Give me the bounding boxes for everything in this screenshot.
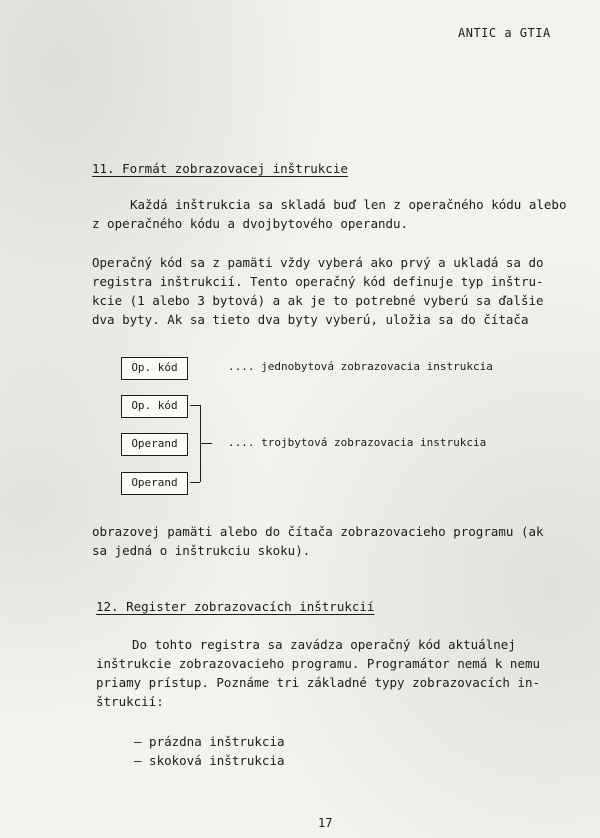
paragraph-line: registra inštrukcií. Tento operačný kód definuje typ inštru- — [92, 274, 544, 289]
paragraph-line: sa jedná o inštrukciu skoku). — [92, 543, 311, 558]
paragraph-line: z operačného kódu a dvojbytového operandu. — [92, 216, 409, 231]
list-item: – skoková inštrukcia — [134, 753, 285, 768]
page-number: 17 — [318, 816, 333, 830]
single-byte-label: .... jednobytová zobrazovacia instrukcia — [228, 360, 493, 373]
paragraph-line: Operačný kód sa z pamäti vždy vyberá ako prvý a ukladá sa do — [92, 255, 544, 270]
operand-box-1: Operand — [121, 433, 188, 456]
section-11-heading: 11. Formát zobrazovacej inštrukcie — [92, 161, 348, 176]
paragraph-line: dva byty. Ak sa tieto dva byty vyberú, uložia sa do čítača — [92, 312, 529, 327]
triple-byte-label: .... trojbytová zobrazovacia instrukcia — [228, 436, 487, 449]
bracket-bottom-tick — [190, 482, 200, 483]
paragraph-line: kcie (1 alebo 3 bytová) a ak je to potrebné vyberú sa ďalšie — [92, 293, 544, 308]
operand-box-2: Operand — [121, 472, 188, 495]
list-item: – prázdna inštrukcia — [134, 734, 285, 749]
paragraph-line: štrukcií: — [96, 694, 164, 709]
paragraph-line: Do tohto registra sa zavádza operačný kód aktuálnej — [132, 637, 516, 652]
paragraph-line: Každá inštrukcia sa skladá buď len z operačného kódu alebo — [130, 197, 567, 212]
paragraph-line: priamy prístup. Poznáme tri základné typy zobrazovacích in- — [96, 675, 541, 690]
opcode-box-triple: Op. kód — [121, 395, 188, 418]
section-12-heading: 12. Register zobrazovacích inštrukcií — [96, 599, 375, 614]
paragraph-line: inštrukcie zobrazovacieho programu. Programátor nemá k nemu — [96, 656, 541, 671]
paragraph-line: obrazovej pamäti alebo do čítača zobrazovacieho programu (ak — [92, 524, 544, 539]
running-header: ANTIC a GTIA — [458, 26, 551, 40]
opcode-box-single: Op. kód — [121, 357, 188, 380]
bracket-middle-tick — [200, 443, 212, 444]
